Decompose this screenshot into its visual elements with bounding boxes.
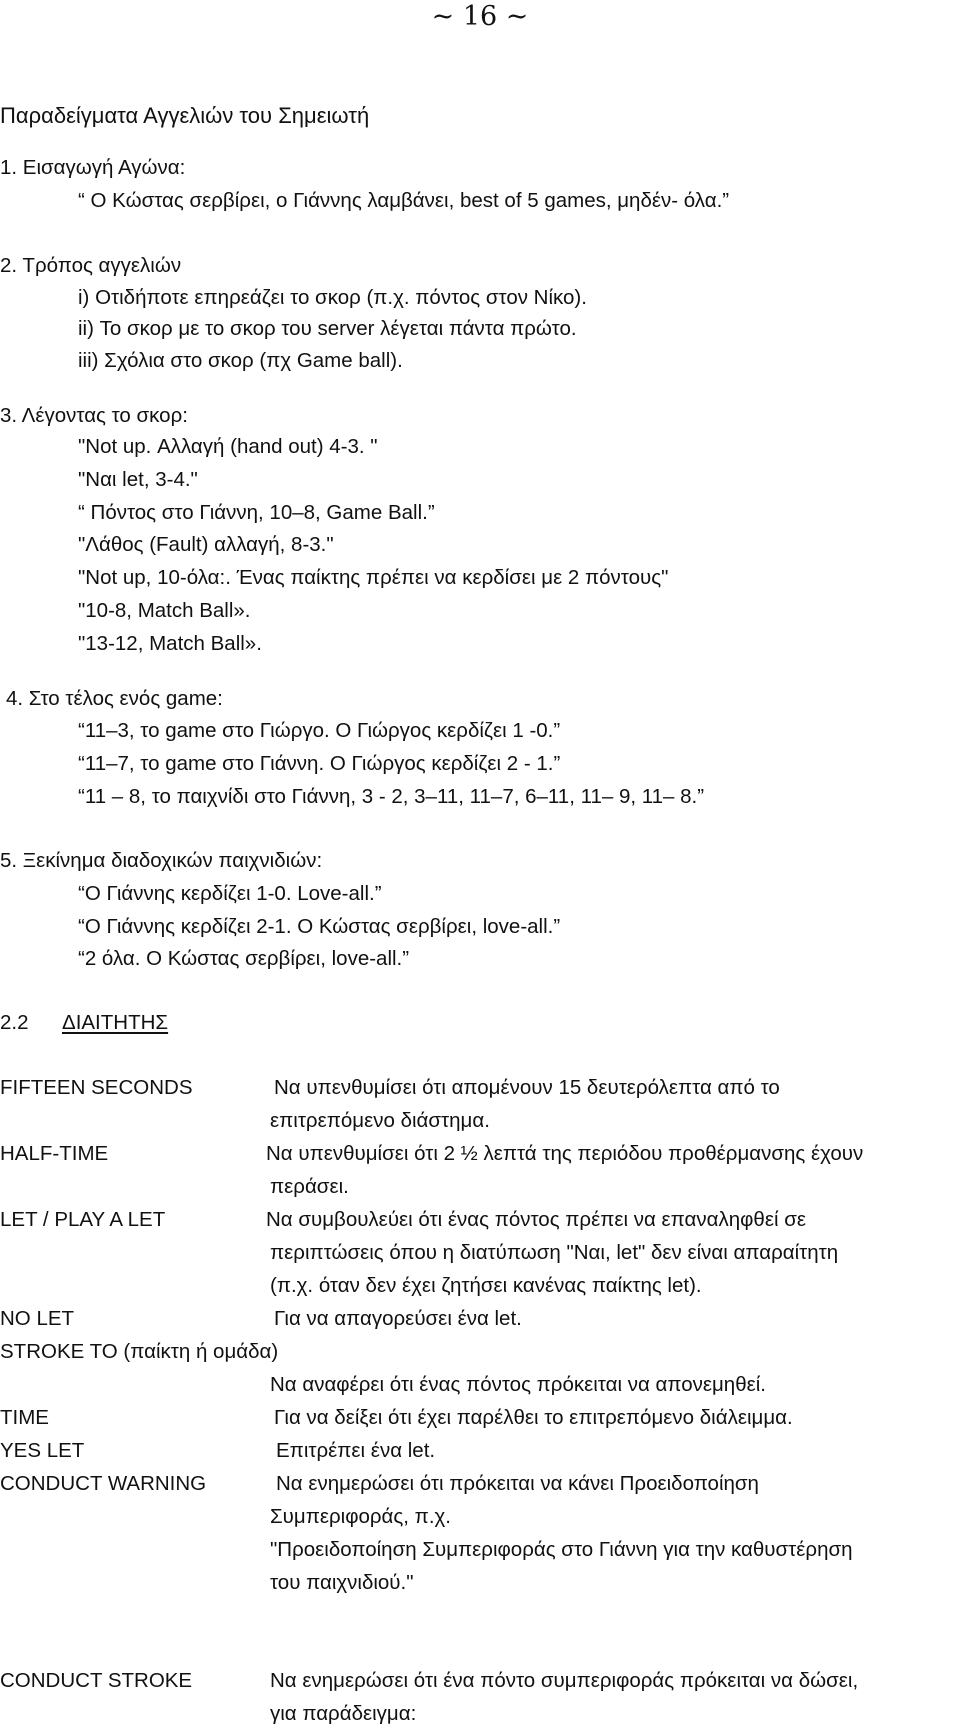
list-item: ii) Το σκορ με το σκορ του server λέγεται πάντα πρώτο. (78, 317, 577, 340)
definition-line: Για να απαγορεύσει ένα let. (274, 1307, 522, 1330)
definition-line: για παράδειγμα: (270, 1702, 417, 1725)
term-yes-let: YES LET (0, 1439, 85, 1462)
definition-line: περιπτώσεις όπου η διατύπωση "Ναι, let" δεν είναι απαραίτητη (270, 1241, 839, 1264)
section-5-heading: 5. Ξεκίνημα διαδοχικών παιχνιδιών: (0, 849, 323, 872)
term-half-time: HALF-TIME (0, 1142, 109, 1165)
list-item: “11–3, το game στο Γιώργο. Ο Γιώργος κερδίζει 1 -0.” (78, 719, 561, 742)
term-stroke-to: STROKE TO (παίκτη ή ομάδα) (0, 1340, 279, 1363)
list-item: iii) Σχόλια στο σκορ (πχ Game ball). (78, 349, 403, 372)
list-item: “ Πόντος στο Γιάννη, 10–8, Game Ball.” (78, 501, 435, 524)
list-item: “2 όλα. Ο Κώστας σερβίρει, love-all.” (78, 947, 410, 970)
list-item: “Ο Γιάννης κερδίζει 1-0. Love-all.” (78, 882, 382, 905)
definition-line: επιτρεπόμενο διάστημα. (270, 1109, 490, 1132)
definition-line: Να ενημερώσει ότι πρόκειται να κάνει Προειδοποίηση (276, 1472, 759, 1495)
list-item: "Ναι let, 3-4." (78, 468, 198, 491)
definition-line: Συμπεριφοράς, π.χ. (270, 1505, 451, 1528)
section-3-heading: 3. Λέγοντας το σκορ: (0, 404, 188, 427)
definition-line: "Προειδοποίηση Συμπεριφοράς στο Γιάννη για την καθυστέρηση (270, 1538, 853, 1561)
list-item: “Ο Γιάννης κερδίζει 2-1. Ο Κώστας σερβίρει, love-all.” (78, 915, 561, 938)
definition-line: του παιχνιδιού." (270, 1571, 414, 1594)
definition-line: περάσει. (270, 1175, 349, 1198)
list-item: i) Οτιδήποτε επηρεάζει το σκορ (π.χ. πόντος στον Νίκο). (78, 286, 587, 309)
list-item: "Not up, 10-όλα:. Ένας παίκτης πρέπει να κερδίσει με 2 πόντους" (78, 566, 669, 589)
list-item: "Λάθος (Fault) αλλαγή, 8-3." (78, 533, 334, 556)
section-2-2-number: 2.2 (0, 1011, 29, 1034)
list-item: "10-8, Match Ball». (78, 599, 251, 622)
definition-line: Για να δείξει ότι έχει παρέλθει το επιτρεπόμενο διάλειμμα. (274, 1406, 793, 1429)
list-item: “11 – 8, το παιχνίδι στο Γιάννη, 3 - 2, 3–11, 11–7, 6–11, 11– 9, 11– 8.” (78, 785, 705, 808)
term-let-play-a-let: LET / PLAY A LET (0, 1208, 166, 1231)
page-title: Παραδείγματα Αγγελιών του Σημειωτή (0, 103, 370, 128)
definition-line: Να συμβουλεύει ότι ένας πόντος πρέπει να επαναληφθεί σε (266, 1208, 807, 1231)
term-time: TIME (0, 1406, 49, 1429)
intro-quote: “ Ο Κώστας σερβίρει, ο Γιάννης λαμβάνει, best of 5 games, μηδέν- όλα.” (78, 189, 730, 212)
section-2-heading: 2. Τρόπος αγγελιών (0, 254, 182, 277)
section-4-heading: 4. Στο τέλος ενός game: (6, 687, 223, 710)
definition-line: Να υπενθυμίσει ότι απομένουν 15 δευτερόλεπτα από το (274, 1076, 780, 1099)
section-1-heading: 1. Εισαγωγή Αγώνα: (0, 156, 186, 179)
term-no-let: NO LET (0, 1307, 75, 1330)
definition-line: Να ενημερώσει ότι ένα πόντο συμπεριφοράς πρόκειται να δώσει, (270, 1669, 859, 1692)
term-fifteen-seconds: FIFTEEN SECONDS (0, 1076, 193, 1099)
list-item: “11–7, το game στο Γιάννη. Ο Γιώργος κερδίζει 2 - 1.” (78, 752, 561, 775)
definition-line: (π.χ. όταν δεν έχει ζητήσει κανένας παίκτης let). (270, 1274, 702, 1297)
term-conduct-warning: CONDUCT WARNING (0, 1472, 207, 1495)
list-item: "Not up. Αλλαγή (hand out) 4-3. " (78, 435, 378, 458)
definition-line: Να υπενθυμίσει ότι 2 ½ λεπτά της περιόδου προθέρμανσης έχουν (266, 1142, 864, 1165)
list-item: "13-12, Match Ball». (78, 632, 262, 655)
definition-line: Να αναφέρει ότι ένας πόντος πρόκειται να απονεμηθεί. (270, 1373, 766, 1396)
definition-line: Επιτρέπει ένα let. (276, 1439, 436, 1462)
term-conduct-stroke: CONDUCT STROKE (0, 1669, 193, 1692)
section-2-2-title: ΔΙΑΙΤΗΤΗΣ (62, 1011, 169, 1034)
page-number: ~ 16 ~ (431, 1, 529, 32)
